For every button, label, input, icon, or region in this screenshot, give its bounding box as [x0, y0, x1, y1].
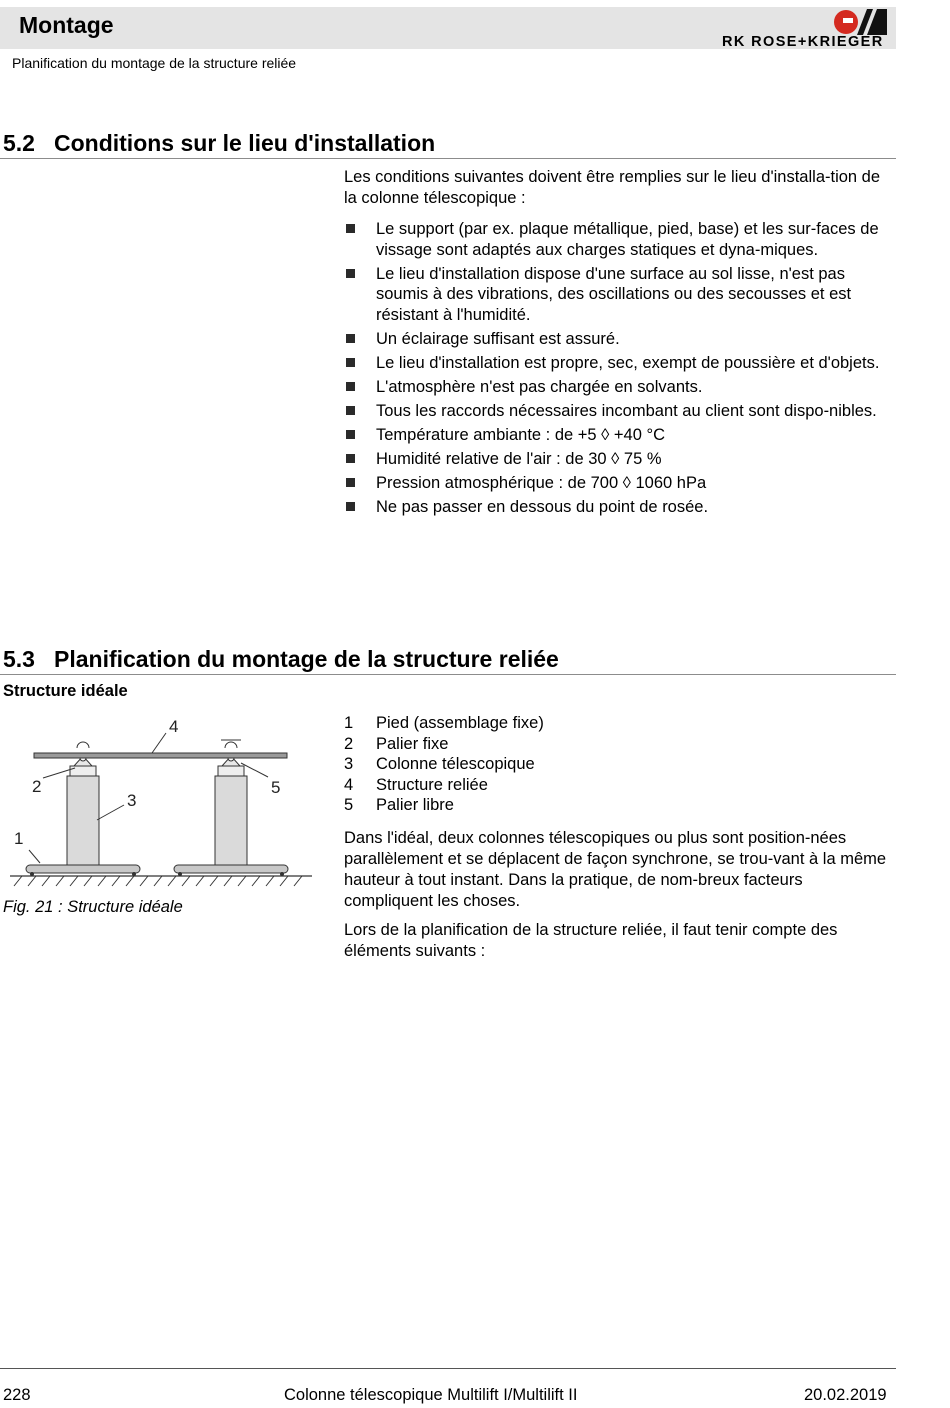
callout-3: 3: [127, 791, 137, 810]
legend-number: 2: [344, 734, 354, 753]
condition-item: [344, 353, 896, 374]
condition-item: [344, 473, 896, 494]
legend-label: Colonne télescopique: [376, 755, 535, 773]
section-title: Conditions sur le lieu d'installation: [54, 130, 436, 156]
bullet-square-icon: [346, 430, 355, 439]
condition-item: [344, 219, 896, 260]
condition-item: [344, 497, 896, 518]
bullet-square-icon: [346, 478, 355, 487]
condition-text: Température ambiante : de +5 ◊ +40 °C: [376, 425, 665, 444]
bullet-square-icon: [346, 334, 355, 343]
intro-paragraph: Les conditions suivantes doivent être remplies sur le lieu d'installa-tion de la colonne télescopique :: [344, 168, 881, 207]
bullet-square-icon: [346, 358, 355, 367]
page-header-title: Montage: [19, 12, 114, 38]
bullet-square-icon: [346, 382, 355, 391]
document-title: Colonne télescopique Multilift I/Multilift II: [284, 1386, 578, 1404]
callout-4: 4: [169, 717, 179, 736]
callout-5: 5: [271, 778, 281, 797]
legend-label: Palier fixe: [376, 734, 449, 753]
condition-text: Le lieu d'installation est propre, sec, exempt de poussière et d'objets.: [376, 353, 880, 372]
callout-1: 1: [14, 829, 24, 848]
bullet-square-icon: [346, 269, 355, 278]
legend-number: 1: [344, 714, 354, 732]
legend-number: 4: [344, 775, 354, 794]
condition-item: [344, 329, 896, 350]
legend-item: [344, 734, 544, 755]
legend-label: Structure reliée: [376, 775, 488, 794]
section-heading-5-2: [3, 130, 435, 157]
figure-legend: [344, 713, 544, 816]
condition-item: [344, 425, 896, 446]
paragraph-ideal: Dans l'idéal, deux colonnes télescopiques ou plus sont position-nées parallèlement et se déplacent de façon synchrone, se trou-vant à la même hauteur à tout instant. Dans la pratique, de nom-breux facteurs compliquent les choses.: [344, 829, 887, 910]
section-rule: [0, 674, 896, 675]
condition-text: Ne pas passer en dessous du point de rosée.: [376, 497, 709, 516]
section-title: Planification du montage de la structure reliée: [54, 646, 559, 672]
rose-krieger-logo-icon: [833, 9, 887, 35]
section-rule: [0, 158, 896, 159]
ideal-structure-figure: [0, 712, 320, 892]
legend-label: Palier libre: [376, 796, 454, 814]
condition-item: [344, 401, 896, 422]
condition-item: [344, 264, 896, 326]
condition-text: L'atmosphère n'est pas chargée en solvants.: [376, 377, 703, 396]
paragraph-planning: Lors de la planification de la structure reliée, il faut tenir compte des éléments suivants :: [344, 921, 838, 960]
legend-number: 3: [344, 755, 354, 773]
section-number: 5.2: [3, 130, 35, 156]
section-number: 5.3: [3, 646, 35, 672]
legend-label: Pied (assemblage fixe): [376, 714, 544, 732]
brand-logo-text: RK ROSE+KRIEGER: [722, 34, 884, 50]
condition-text: Le support (par ex. plaque métallique, pied, base) et les sur-faces de vissage sont adaptés aux charges statiques et dyna-miques.: [376, 220, 879, 259]
callout-2: 2: [32, 777, 42, 796]
condition-text: Le lieu d'installation dispose d'une surface au sol lisse, n'est pas soumis à des vibrations, des oscillations ou des secousses et est résistant à l'humidité.: [376, 264, 852, 324]
condition-item: [344, 449, 896, 470]
legend-item: [344, 775, 544, 796]
page-header-subtitle: Planification du montage de la structure reliée: [12, 55, 297, 71]
conditions-list: [344, 219, 896, 521]
condition-text: Humidité relative de l'air : de 30 ◊ 75 %: [376, 449, 662, 468]
page-number: 228: [3, 1386, 31, 1404]
bullet-square-icon: [346, 454, 355, 463]
legend-item: [344, 795, 544, 816]
bullet-square-icon: [346, 406, 355, 415]
figure-caption: Fig. 21 : Structure idéale: [3, 898, 183, 916]
subheading: Structure idéale: [3, 682, 128, 700]
condition-text: Un éclairage suffisant est assuré.: [376, 329, 620, 348]
condition-text: Tous les raccords nécessaires incombant au client sont dispo-nibles.: [376, 401, 877, 420]
bullet-square-icon: [346, 224, 355, 233]
bullet-square-icon: [346, 502, 355, 511]
legend-item: [344, 713, 544, 734]
section-heading-5-3: [3, 646, 559, 673]
legend-number: 5: [344, 796, 354, 814]
condition-text: Pression atmosphérique : de 700 ◊ 1060 hPa: [376, 473, 707, 492]
footer-rule: [0, 1368, 896, 1369]
condition-item: [344, 377, 896, 398]
legend-item: [344, 754, 544, 775]
document-date: 20.02.2019: [804, 1386, 887, 1404]
